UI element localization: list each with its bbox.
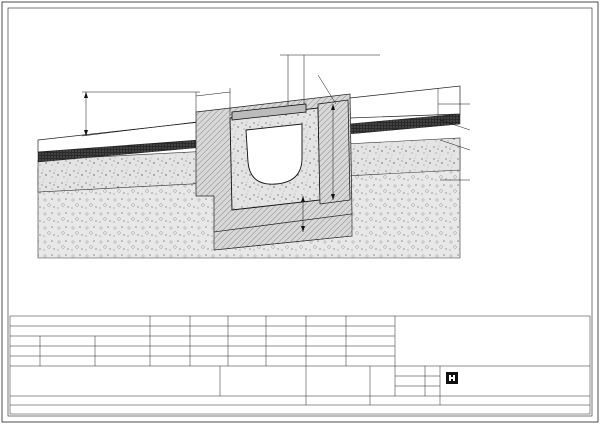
drain-channel [230,100,350,210]
hauraton-logo [446,372,458,384]
title-block [10,316,590,414]
